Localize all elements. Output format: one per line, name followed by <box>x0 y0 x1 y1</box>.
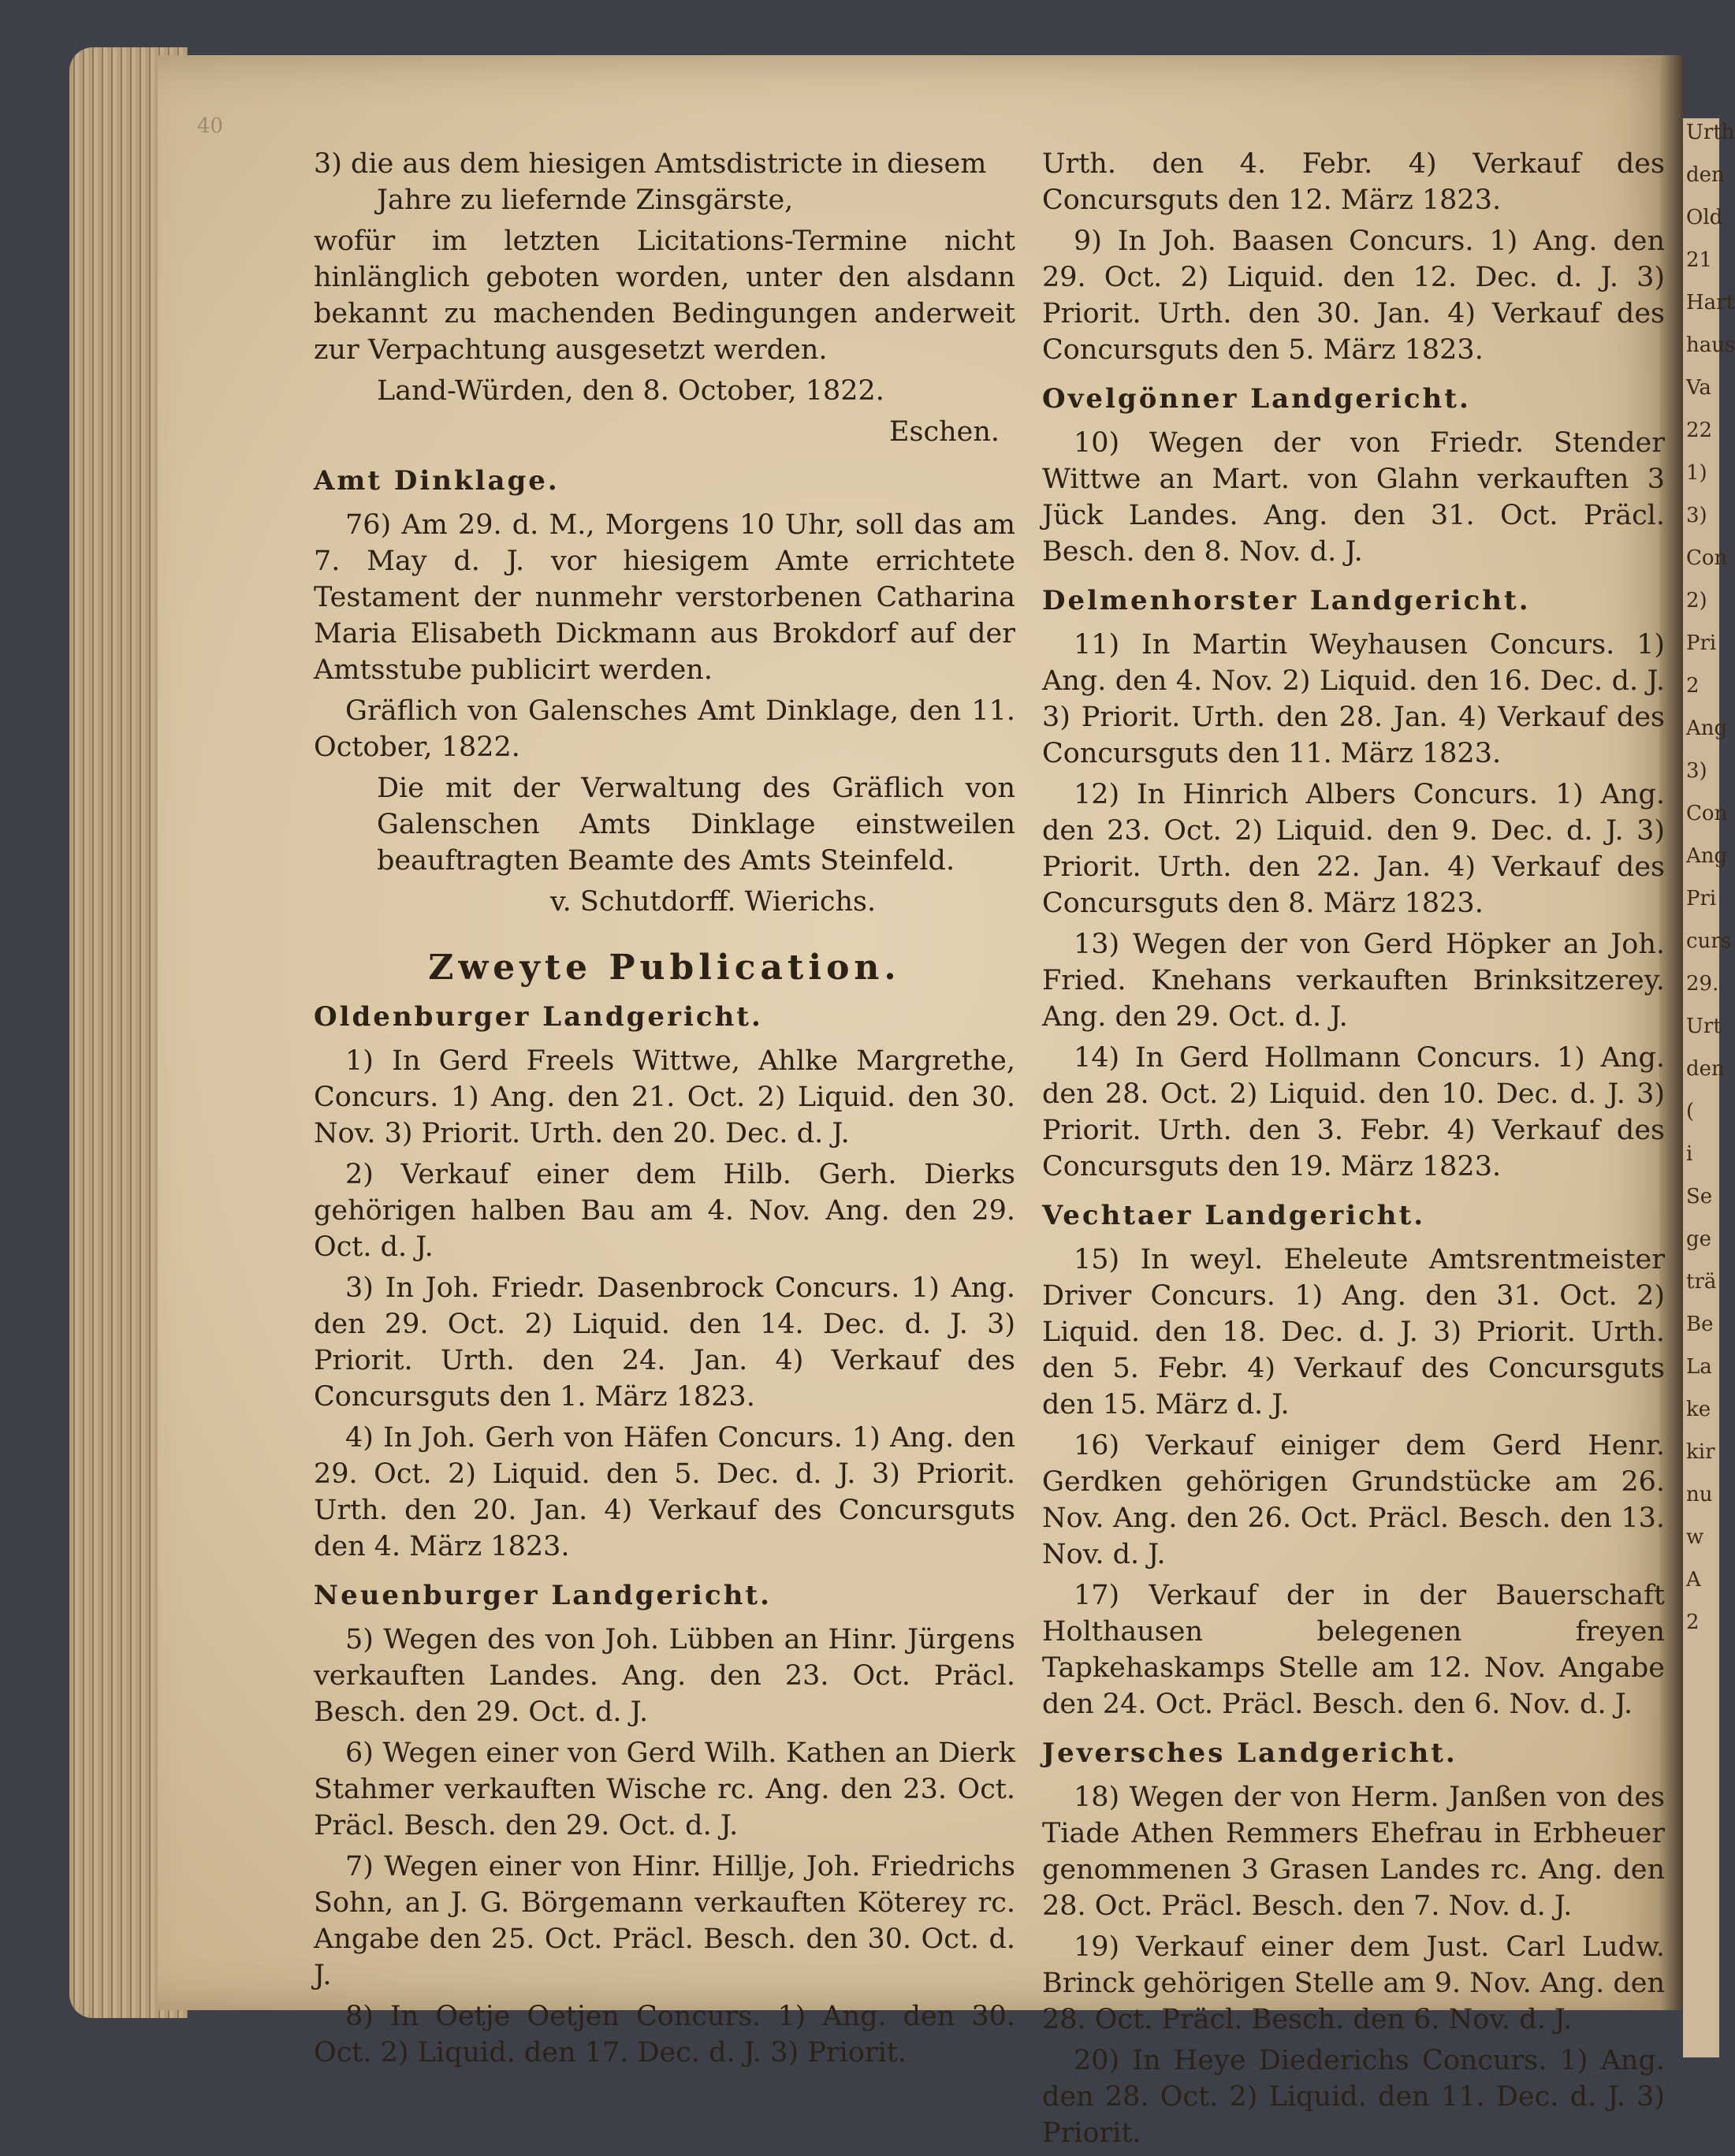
list-item: 5) Wegen des von Joh. Lübben an Hinr. Jürgens verkauften Landes. Ang. den 23. Oct. Präcl. Besch. den 29. Oct. d. J. <box>314 1624 1015 1728</box>
section-heading: Jeversches Landgericht. <box>1042 1737 1458 1769</box>
paragraph: Die mit der Verwaltung des Gräflich von Galenschen Amts Dinklage einstweilen beauftragten Beamte des Amts Steinfeld. <box>377 773 1015 877</box>
next-page-fragment: i <box>1686 1142 1693 1166</box>
place-date-line: Land-Würden, den 8. October, 1822. <box>377 375 884 407</box>
next-page-fragment: A <box>1686 1568 1701 1592</box>
list-item: 8) In Oetje Oetjen Concurs. 1) Ang. den 30. Oct. 2) Liquid. den 17. Dec. d. J. 3) Priorit. <box>314 2001 1015 2068</box>
next-page-fragment: ke <box>1686 1398 1711 1421</box>
list-item: 17) Verkauf der in der Bauerschaft Holthausen belegenen freyen Tapkehaskamps Stelle am 12. Nov. Angabe den 24. Oct. Präcl. Besch. den 6. Nov. d. J. <box>1042 1580 1665 1720</box>
section-heading: Amt Dinklage. <box>314 465 560 497</box>
next-page-fragment: Pri <box>1686 887 1717 910</box>
list-item: 18) Wegen der von Herm. Janßen von des Tiade Athen Remmers Ehefrau in Erbheuer genommenen 3 Grasen Landes rc. Ang. den 28. Oct. Präcl. Besch. den 7. Nov. d. J. <box>1042 1782 1665 1922</box>
next-page-fragment: 21 <box>1686 248 1713 272</box>
next-page-fragment: Hart <box>1686 291 1735 315</box>
list-item: 11) In Martin Weyhausen Concurs. 1) Ang. den 4. Nov. 2) Liquid. den 16. Dec. d. J. 3) Priorit. Urth. den 28. Jan. 4) Verkauf des Concursguts den 11. März 1823. <box>1042 629 1665 769</box>
next-page-fragment: 2 <box>1686 674 1700 698</box>
text-line: 3) die aus dem hiesigen Amtsdistricte in diesem <box>314 148 987 180</box>
left-column <box>314 146 1015 2076</box>
list-item: 19) Verkauf einer dem Just. Carl Ludw. Brinck gehörigen Stelle am 9. Nov. Ang. den 28. Oct. Präcl. Besch. den 6. Nov. d. J. <box>1042 1931 1665 2035</box>
list-item: Urth. den 4. Febr. 4) Verkauf des Concursguts den 12. März 1823. <box>1042 148 1665 216</box>
list-item: 7) Wegen einer von Hinr. Hillje, Joh. Friedrichs Sohn, an J. G. Börgemann verkauften Köterey rc. Angabe den 25. Oct. Präcl. Besch. den 30. Oct. d. J. <box>314 1851 1015 1991</box>
next-page-fragment: Con <box>1686 802 1728 825</box>
next-page-fragment: Va <box>1686 376 1711 400</box>
next-page-fragment: 1) <box>1686 461 1707 485</box>
next-page-fragment: nu <box>1686 1483 1713 1506</box>
list-item: 16) Verkauf einiger dem Gerd Henr. Gerdken gehörigen Grundstücke am 26. Nov. Ang. den 26. Oct. Präcl. Besch. den 13. Nov. d. J. <box>1042 1430 1665 1570</box>
next-page-fragment: Pri <box>1686 631 1717 655</box>
next-page-fragment: 2 <box>1686 1610 1700 1634</box>
next-page-fragment: Urth <box>1686 121 1735 144</box>
next-page-fragment: Be <box>1686 1313 1714 1336</box>
section-heading: Delmenhorster Landgericht. <box>1042 585 1531 616</box>
next-page-fragment: den <box>1686 1057 1725 1081</box>
section-heading: Neuenburger Landgericht. <box>314 1580 772 1611</box>
next-page-fragment: 29. <box>1686 972 1719 996</box>
list-item: 20) In Heye Diederichs Concurs. 1) Ang. den 28. Oct. 2) Liquid. den 11. Dec. d. J. 3) Priorit. <box>1042 2045 1665 2149</box>
list-item: 1) In Gerd Freels Wittwe, Ahlke Margrethe, Concurs. 1) Ang. den 21. Oct. 2) Liquid. den 30. Nov. 3) Priorit. Urth. den 20. Dec. d. J. <box>314 1045 1015 1149</box>
next-page-fragment: haus <box>1686 333 1735 357</box>
next-page-fragment: La <box>1686 1355 1712 1379</box>
list-item: 4) In Joh. Gerh von Häfen Concurs. 1) Ang. den 29. Oct. 2) Liquid. den 5. Dec. d. J. 3) Priorit. Urth. den 20. Jan. 4) Verkauf des Concursguts den 4. März 1823. <box>314 1422 1015 1562</box>
paragraph: wofür im letzten Licitations-Termine nicht hinlänglich geboten worden, unter den alsdann bekannt zu machenden Bedingungen anderweit zur Verpachtung ausgesetzt werden. <box>314 225 1015 366</box>
next-page-fragment: Old <box>1686 206 1723 229</box>
list-item: 15) In weyl. Eheleute Amtsrentmeister Driver Concurs. 1) Ang. den 31. Oct. 2) Liquid. den 18. Dec. d. J. 3) Priorit. Urth. den 5. Febr. 4) Verkauf des Concursguts den 15. März d. J. <box>1042 1244 1665 1421</box>
section-heading: Ovelgönner Landgericht. <box>1042 383 1471 415</box>
signature: Eschen. <box>888 416 1000 448</box>
paragraph: 76) Am 29. d. M., Morgens 10 Uhr, soll das am 7. May d. J. vor hiesigem Amte errichtete Testament der nunmehr verstorbenen Catharina Maria Elisabeth Dickmann aus Brokdorf auf der Amtsstube publicirt werden. <box>314 509 1015 686</box>
list-item: 10) Wegen der von Friedr. Stender Wittwe an Mart. von Glahn verkauften 3 Jück Landes. Ang. den 31. Oct. Präcl. Besch. den 8. Nov. d. J. <box>1042 427 1665 568</box>
list-item: 9) In Joh. Baasen Concurs. 1) Ang. den 29. Oct. 2) Liquid. den 12. Dec. d. J. 3) Priorit. Urth. den 30. Jan. 4) Verkauf des Concursguts den 5. März 1823. <box>1042 225 1665 366</box>
next-page-fragment: Ang <box>1686 844 1728 868</box>
next-page-fragment: 22 <box>1686 419 1713 442</box>
list-item: 14) In Gerd Hollmann Concurs. 1) Ang. den 28. Oct. 2) Liquid. den 10. Dec. d. J. 3) Priorit. Urth. den 3. Febr. 4) Verkauf des Concursguts den 19. März 1823. <box>1042 1042 1665 1182</box>
next-page-fragment: kir <box>1686 1440 1715 1464</box>
next-page-fragment: Ang <box>1686 717 1728 740</box>
text-line: Jahre zu liefernde Zinsgärste, <box>377 184 794 216</box>
list-item: 12) In Hinrich Albers Concurs. 1) Ang. den 23. Oct. 2) Liquid. den 9. Dec. d. J. 3) Priorit. Urth. den 22. Jan. 4) Verkauf des Concursguts den 8. März 1823. <box>1042 779 1665 919</box>
publication-heading: Zweyte Publication. <box>428 948 901 988</box>
paragraph: Gräflich von Galensches Amt Dinklage, den 11. October, 1822. <box>314 695 1015 763</box>
signature: v. Schutdorff. Wierichs. <box>550 886 877 918</box>
next-page-fragment: w <box>1686 1525 1704 1549</box>
section-heading: Vechtaer Landgericht. <box>1042 1200 1426 1231</box>
next-page-fragment: ge <box>1686 1227 1712 1251</box>
list-item: 6) Wegen einer von Gerd Wilh. Kathen an Dierk Stahmer verkauften Wische rc. Ang. den 23. Oct. Präcl. Besch. den 29. Oct. d. J. <box>314 1737 1015 1841</box>
next-page-strip <box>1683 118 1735 2057</box>
list-item: 3) In Joh. Friedr. Dasenbrock Concurs. 1) Ang. den 29. Oct. 2) Liquid. den 14. Dec. d. J. 3) Priorit. Urth. den 24. Jan. 4) Verkauf des Concursguts den 1. März 1823. <box>314 1272 1015 1413</box>
next-page-fragment: curs <box>1686 929 1732 953</box>
list-item: 13) Wegen der von Gerd Höpker an Joh. Fried. Knehans verkauften Brinksitzerey. Ang. den 29. Oct. d. J. <box>1042 929 1665 1033</box>
next-page-fragment: 3) <box>1686 759 1707 783</box>
section-heading: Oldenburger Landgericht. <box>314 1001 763 1033</box>
list-item: 2) Verkauf einer dem Hilb. Gerh. Dierks gehörigen halben Bau am 4. Nov. Ang. den 29. Oct. d. J. <box>314 1159 1015 1263</box>
next-page-fragment: Se <box>1686 1185 1713 1208</box>
page-mark: 40 <box>197 114 224 138</box>
next-page-fragment: ( <box>1686 1100 1695 1123</box>
next-page-fragment: trä <box>1686 1270 1717 1294</box>
next-page-fragment: Urt <box>1686 1015 1722 1038</box>
next-page-fragment: den <box>1686 163 1725 187</box>
paragraph <box>314 146 1015 218</box>
right-column <box>1042 146 1665 2156</box>
next-page-fragment: 3) <box>1686 504 1707 527</box>
next-page-fragment: 2) <box>1686 589 1707 613</box>
next-page-fragment: Con <box>1686 546 1728 570</box>
